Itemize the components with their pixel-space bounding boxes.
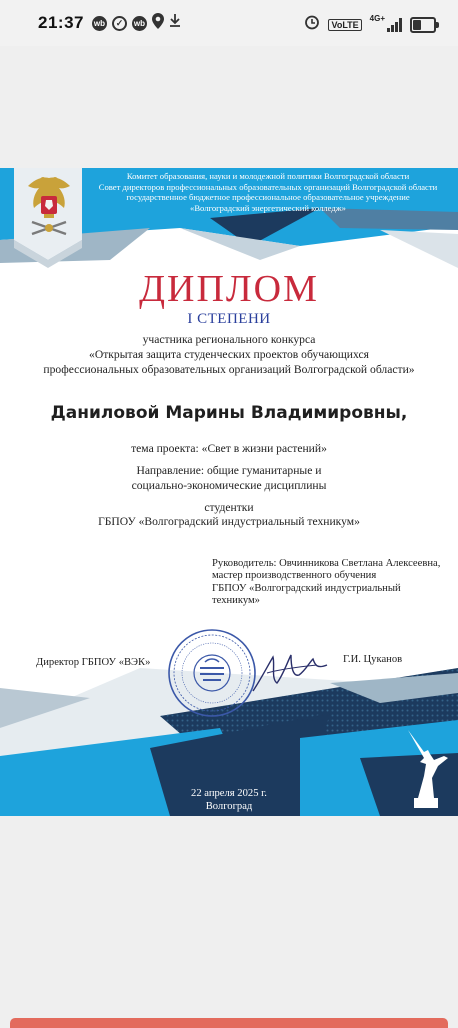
supervisor-line: Руководитель: Овчинникова Светлана Алексеевна, bbox=[212, 558, 441, 569]
organization-header bbox=[92, 171, 444, 213]
notification-icons bbox=[92, 13, 181, 34]
wb-app-icon: wb bbox=[92, 16, 107, 31]
supervisor-line: техникум» bbox=[212, 595, 260, 607]
battery-icon bbox=[410, 17, 436, 33]
network-type: 4G+ bbox=[369, 14, 385, 23]
date-city-block bbox=[0, 788, 458, 813]
signal-icon bbox=[387, 18, 402, 32]
project-topic: тема проекта: «Свет в жизни растений» bbox=[131, 442, 327, 455]
participant-line: профессиональных образовательных организаций Волгоградской области» bbox=[43, 363, 415, 376]
direction-line: социально-экономические дисциплины bbox=[131, 479, 327, 492]
location-pin-icon bbox=[152, 13, 164, 34]
supervisor-line: ГБПОУ «Волгоградский индустриальный bbox=[212, 582, 401, 594]
header-line: Совет директоров профессиональных образовательных организаций Волгоградской области bbox=[98, 181, 438, 192]
check-circle-icon: ✓ bbox=[112, 16, 127, 31]
supervisor-block bbox=[212, 558, 452, 608]
direction-line: Направление: общие гуманитарные и bbox=[136, 464, 322, 477]
participant-line: «Открытая защита студенческих проектов обучающихся bbox=[89, 348, 369, 361]
director-signature bbox=[247, 645, 333, 697]
supervisor-line: мастер производственного обучения bbox=[212, 570, 377, 582]
recipient-name: Даниловой Марины Владимировны, bbox=[50, 403, 408, 423]
bottom-sheet-handle[interactable] bbox=[10, 1018, 448, 1028]
diploma-degree: I СТЕПЕНИ bbox=[187, 311, 271, 327]
header-line: государственное бюджетное профессиональное образовательное учреждение bbox=[126, 192, 410, 203]
download-icon bbox=[169, 13, 181, 33]
system-status bbox=[304, 14, 436, 35]
alarm-icon bbox=[304, 14, 320, 35]
diploma-document bbox=[0, 168, 458, 816]
official-stamp-seal bbox=[167, 628, 257, 718]
student-label: студентки bbox=[204, 501, 254, 514]
diploma-city: Волгоград bbox=[205, 800, 253, 812]
header-line: «Волгоградский энергетический колледж» bbox=[190, 202, 346, 213]
volte-badge: VoLTE bbox=[328, 19, 361, 31]
participant-line: участника регионального конкурса bbox=[142, 333, 316, 346]
director-name: Г.И. Цуканов bbox=[343, 654, 403, 665]
director-label: Директор ГБПОУ «ВЭК» bbox=[36, 657, 151, 668]
header-line: Комитет образования, науки и молодежной политики Волгоградской области bbox=[126, 171, 410, 181]
institution-name: ГБПОУ «Волгоградский индустриальный техникум» bbox=[98, 515, 360, 528]
wb-app-icon: wb bbox=[132, 16, 147, 31]
status-time: 21:37 bbox=[38, 13, 84, 32]
diploma-title: ДИПЛОМ bbox=[139, 268, 319, 310]
russian-coat-of-arms-emblem bbox=[22, 172, 76, 240]
diploma-date: 22 апреля 2025 г. bbox=[191, 788, 267, 799]
status-bar bbox=[0, 0, 458, 46]
